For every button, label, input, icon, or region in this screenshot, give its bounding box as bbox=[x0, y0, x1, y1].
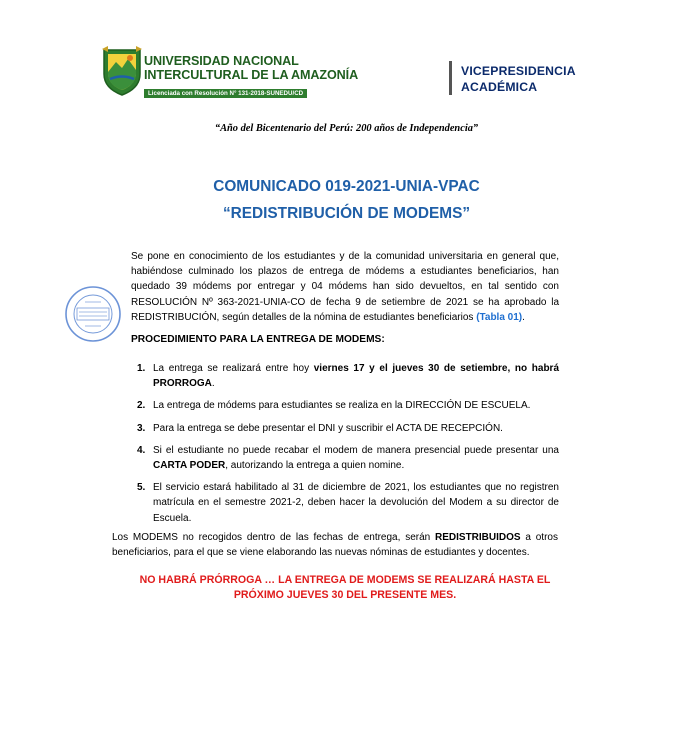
list-item bbox=[131, 361, 559, 391]
list-item bbox=[131, 421, 559, 436]
step-text: Si el estudiante no puede recabar el modem de manera presencial puede presentar una bbox=[153, 444, 559, 456]
closing-text: Los MODEMS no recogidos dentro de las fechas de entrega, serán bbox=[112, 532, 436, 543]
procedure-steps-list bbox=[131, 361, 559, 533]
intro-paragraph bbox=[131, 249, 559, 325]
step-text: La entrega de módems para estudiantes se realiza en la DIRECCIÓN DE ESCUELA. bbox=[153, 400, 531, 412]
vicepresidency-divider bbox=[449, 61, 452, 95]
step-number: 4. bbox=[137, 444, 146, 456]
step-number: 3. bbox=[137, 422, 146, 434]
vicepresidency-line1: VICEPRESIDENCIA bbox=[461, 64, 576, 78]
list-item bbox=[131, 443, 559, 473]
university-name bbox=[144, 54, 359, 100]
university-crest-logo bbox=[100, 46, 144, 96]
closing-text-bold: REDISTRIBUIDOS bbox=[435, 532, 521, 543]
university-name-line2: INTERCULTURAL DE LA AMAZONÍA bbox=[144, 68, 359, 82]
license-band: Licenciada con Resolución N° 131-2018-SUNEDU/CD bbox=[144, 89, 307, 98]
step-text: Para la entrega se debe presentar el DNI y suscribir el ACTA DE RECEPCIÓN. bbox=[153, 422, 503, 434]
list-item bbox=[131, 480, 559, 526]
warning-notice bbox=[110, 573, 580, 604]
intro-text: Se pone en conocimiento de los estudiantes y de la comunidad universitaria en general que, habiéndose culminado los plazos de entrega de módems a estudiantes beneficiarios, han quedado 39 módems por entregar y 04 módems han sido devueltos, en tal sentido con RESOLUCIÓN Nº 363-2021-UNIA-CO de fecha 9 de setiembre de 2021 se ha aprobado la REDISTRIBUCIÓN, según detalles de la nómina de estudiantes beneficiarios bbox=[131, 251, 559, 323]
step-text-bold: CARTA PODER bbox=[153, 460, 226, 472]
official-seal-stamp bbox=[63, 284, 123, 344]
vicepresidency-line2: ACADÉMICA bbox=[461, 80, 538, 94]
step-text-end: , autorizando la entrega a quien nomine. bbox=[225, 460, 405, 472]
warning-line1: NO HABRÁ PRÓRROGA … LA ENTREGA DE MODEMS SE REALIZARÁ HASTA EL bbox=[139, 574, 551, 586]
step-text: El servicio estará habilitado al 31 de diciembre de 2021, los estudiantes que no registren matrícula en el semestre 2021-2, deben hacer la devolución del Modem a su director de Escuela. bbox=[153, 482, 559, 524]
step-number: 2. bbox=[137, 400, 146, 412]
closing-text-end: a otros beneficiarios, para el que se viene elaborando las nuevas nóminas de estudiantes y docentes. bbox=[112, 532, 558, 559]
warning-line2: PRÓXIMO JUEVES 30 DEL PRESENTE MES. bbox=[233, 589, 457, 602]
university-name-line1: UNIVERSIDAD NACIONAL bbox=[144, 54, 299, 68]
vicepresidency-heading bbox=[461, 63, 576, 95]
communique-title: COMUNICADO 019-2021-UNIA-VPAC bbox=[213, 178, 480, 195]
table-reference: (Tabla 01) bbox=[476, 311, 523, 323]
intro-end: . bbox=[522, 311, 525, 323]
step-text-end: . bbox=[211, 378, 215, 390]
procedure-heading: PROCEDIMIENTO PARA LA ENTREGA DE MODEMS: bbox=[131, 334, 385, 345]
step-number: 5. bbox=[137, 482, 146, 494]
step-text: La entrega se realizará entre hoy bbox=[153, 363, 314, 374]
communique-subtitle: “REDISTRIBUCIÓN DE MODEMS” bbox=[222, 205, 471, 222]
list-item bbox=[131, 398, 559, 413]
step-number: 1. bbox=[137, 363, 146, 374]
year-motto: “Año del Bicentenario del Perú: 200 años de Independencia” bbox=[214, 123, 479, 134]
step-text-bold: viernes 17 y el jueves 30 de setiembre, no habrá PRORROGA bbox=[153, 363, 560, 390]
closing-paragraph bbox=[112, 530, 558, 560]
